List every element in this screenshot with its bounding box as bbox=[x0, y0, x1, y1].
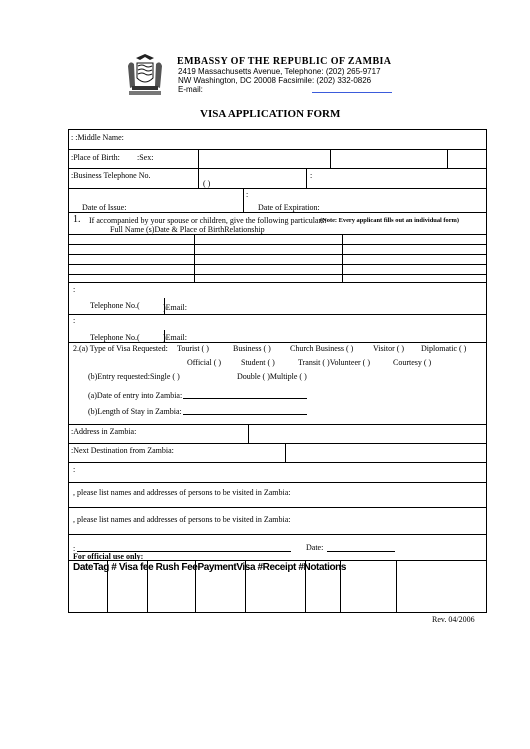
q1-columns: Full Name (s)Date & Place of BirthRelationship bbox=[110, 225, 265, 234]
row-divider bbox=[68, 462, 487, 463]
col-divider bbox=[306, 168, 307, 188]
q2-label: 2.(a) Type of Visa Requested: bbox=[73, 344, 168, 353]
business-telephone-field[interactable]: ( ) bbox=[203, 179, 211, 188]
row-divider bbox=[68, 244, 487, 245]
sex-field[interactable] bbox=[331, 150, 446, 167]
length-of-stay-label: (b)Length of Stay in Zambia: bbox=[88, 407, 182, 416]
col-divider bbox=[285, 443, 286, 462]
signature-colon: : bbox=[73, 544, 76, 553]
visa-option-business[interactable]: Business ( ) bbox=[233, 344, 271, 353]
date-label: Date: bbox=[306, 543, 324, 552]
date-of-expiration-label: Date of Expiration: bbox=[258, 203, 320, 212]
visa-option-transit-volunteer[interactable]: Transit ( )Volunteer ( ) bbox=[298, 358, 370, 367]
date-line[interactable] bbox=[327, 551, 395, 552]
visa-option-diplomatic[interactable]: Diplomatic ( ) bbox=[421, 344, 467, 353]
col-divider bbox=[447, 149, 448, 168]
visa-option-tourist[interactable]: Tourist ( ) bbox=[177, 344, 209, 353]
row-divider bbox=[68, 443, 487, 444]
q1-note: (Note: Every applicant fills out an individual form) bbox=[320, 217, 459, 224]
row-divider bbox=[68, 482, 487, 483]
row-divider bbox=[68, 282, 487, 283]
email-underline bbox=[312, 92, 392, 93]
q1-number: 1. bbox=[73, 214, 81, 225]
business-telephone-label: :Business Telephone No. bbox=[71, 171, 151, 180]
middle-name-field[interactable] bbox=[130, 131, 485, 147]
row-divider bbox=[68, 188, 487, 189]
telephone-label: Telephone No.( bbox=[90, 301, 140, 310]
revision-label: Rev. 04/2006 bbox=[432, 615, 475, 624]
official-use-label: For official use only: bbox=[73, 552, 144, 561]
row-divider bbox=[68, 507, 487, 508]
length-of-stay-line[interactable] bbox=[183, 414, 307, 415]
visa-option-visitor[interactable]: Visitor ( ) bbox=[373, 344, 405, 353]
next-destination-label: :Next Destination from Zambia: bbox=[71, 446, 174, 455]
row-colon: : bbox=[73, 465, 76, 474]
entry-requested-double-multiple[interactable]: Double ( )Multiple ( ) bbox=[237, 372, 307, 381]
form-outline bbox=[68, 129, 487, 613]
col-divider bbox=[243, 188, 244, 212]
row-colon: : bbox=[73, 316, 76, 325]
row-divider bbox=[68, 534, 487, 535]
col-divider bbox=[342, 234, 343, 282]
email-label: E-mail: bbox=[178, 85, 203, 94]
row-divider bbox=[68, 314, 487, 315]
email-field-label: )Email: bbox=[163, 303, 187, 312]
embassy-address-line1: 2419 Massachusetts Avenue, Telephone: (202) 265-9717 bbox=[178, 67, 381, 76]
row-divider bbox=[68, 264, 487, 265]
visa-option-student[interactable]: Student ( ) bbox=[241, 358, 275, 367]
visa-option-official[interactable]: Official ( ) bbox=[187, 358, 222, 367]
row-divider bbox=[68, 254, 487, 255]
date-of-issue-label: Date of Issue: bbox=[82, 203, 127, 212]
email-field-label: )Email: bbox=[163, 333, 187, 342]
embassy-name: EMBASSY OF THE REPUBLIC OF ZAMBIA bbox=[177, 56, 392, 67]
form-title: VISA APPLICATION FORM bbox=[200, 108, 341, 120]
col-divider bbox=[396, 560, 397, 613]
col-divider bbox=[248, 424, 249, 443]
date-of-entry-line[interactable] bbox=[183, 398, 307, 399]
middle-name-label: : :Middle Name: bbox=[71, 133, 124, 142]
row-colon: : bbox=[73, 285, 76, 294]
place-of-birth-field[interactable] bbox=[199, 150, 329, 167]
row-divider bbox=[68, 168, 487, 169]
telephone-label: Telephone No.( bbox=[90, 333, 140, 342]
row-divider bbox=[68, 424, 487, 425]
address-in-zambia-label: :Address in Zambia: bbox=[71, 427, 137, 436]
row-colon: : bbox=[310, 171, 313, 180]
sex-label: :Sex: bbox=[137, 153, 154, 162]
embassy-address-line2: NW Washington, DC 20008 Facsimile: (202) 332-0826 bbox=[178, 76, 372, 85]
col-divider bbox=[194, 234, 195, 282]
entry-requested-single[interactable]: (b)Entry requested:Single ( ) bbox=[88, 372, 180, 381]
q1-text: If accompanied by your spouse or children, give the following particulars: bbox=[89, 216, 327, 225]
visa-option-church-business[interactable]: Church Business ( ) bbox=[290, 344, 354, 353]
place-of-birth-label: :Place of Birth: bbox=[71, 153, 120, 162]
row-colon: : bbox=[246, 190, 249, 199]
date-of-entry-label: (a)Date of entry into Zambia: bbox=[88, 391, 183, 400]
row-divider bbox=[68, 274, 487, 275]
official-use-columns: DateTag # Visa fee Rush FeePaymentVisa #Receipt #Notations bbox=[73, 562, 347, 573]
persons-visited-label: , please list names and addresses of persons to be visited in Zambia: bbox=[73, 515, 291, 524]
persons-visited-label: , please list names and addresses of persons to be visited in Zambia: bbox=[73, 488, 291, 497]
visa-option-courtesy[interactable]: Courtesy ( ) bbox=[393, 358, 432, 367]
coat-of-arms-icon bbox=[126, 52, 164, 96]
